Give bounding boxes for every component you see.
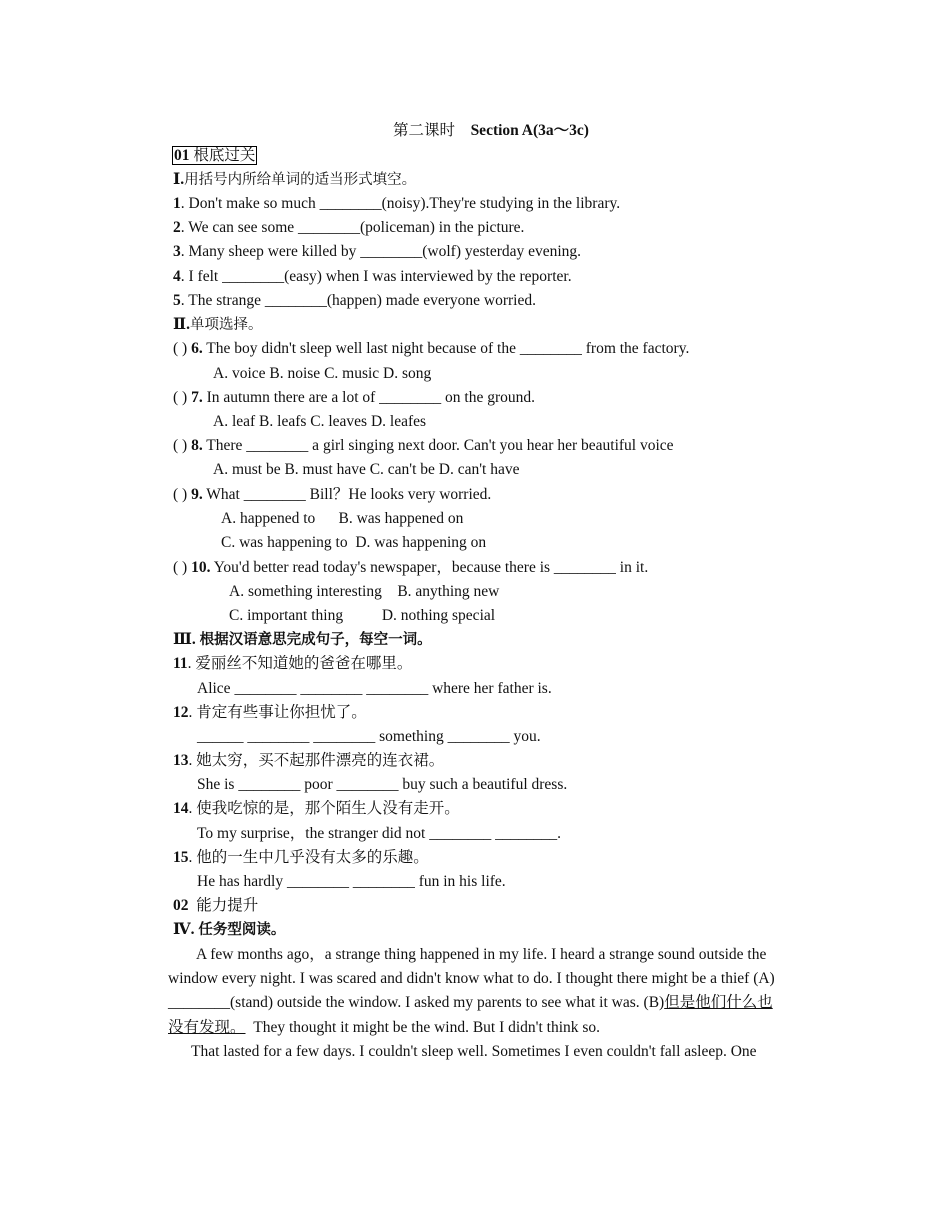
question-12-english: ______ ________ ________ something ________ you. [197, 728, 541, 745]
answer-bracket[interactable]: ( ) [173, 486, 188, 503]
question-6-options: A. voice B. noise C. music D. song [213, 365, 432, 382]
question-10-options-row2: C. important thing D. nothing special [229, 607, 496, 624]
reading-passage-line-4: 没有发现。 They thought it might be the wind. But I didn't think so. [168, 1019, 601, 1036]
question-2: 2. We can see some ________(policeman) in the picture. [173, 219, 525, 236]
answer-bracket[interactable]: ( ) [173, 340, 188, 357]
part4-heading: Ⅳ. 任务型阅读。 [173, 921, 286, 938]
reading-passage-line-5: That lasted for a few days. I couldn't sleep well. Sometimes I even couldn't fall asleep. One [191, 1043, 757, 1060]
reading-passage-line-1: A few months ago，a strange thing happened in my life. I heard a strange sound outside the [196, 946, 767, 963]
question-8-options: A. must be B. must have C. can't be D. can't have [213, 461, 520, 478]
question-13-english: She is ________ poor ________ buy such a beautiful dress. [197, 776, 568, 793]
reading-passage-line-3: ________(stand) outside the window. I asked my parents to see what it was. (B)但是他们什么也 [168, 994, 773, 1011]
question-10: ( ) 10. You'd better read today's newspaper，because there is ________ in it. [173, 559, 649, 576]
question-6: ( ) 6. The boy didn't sleep well last night because of the ________ from the factory. [173, 340, 690, 357]
question-1: 1. Don't make so much ________(noisy).They're studying in the library. [173, 195, 621, 212]
question-7-options: A. leaf B. leafs C. leaves D. leafes [213, 413, 427, 430]
question-10-options-row1: A. something interesting B. anything new [229, 583, 500, 600]
question-8: ( ) 8. There ________ a girl singing next door. Can't you hear her beautiful voice [173, 437, 674, 454]
question-9: ( ) 9. What ________ Bill？He looks very worried. [173, 486, 492, 503]
question-3: 3. Many sheep were killed by ________(wolf) yesterday evening. [173, 243, 582, 260]
underlined-sentence-b: 但是他们什么也 [664, 994, 773, 1011]
section-basic-label: 01 根底过关 [174, 147, 256, 164]
question-14-chinese: 14. 使我吃惊的是，那个陌生人没有走开。 [173, 800, 460, 817]
part2-heading: Ⅱ.单项选择。 [173, 316, 263, 333]
question-5: 5. The strange ________(happen) made everyone worried. [173, 292, 536, 309]
question-13-chinese: 13. 她太穷，买不起那件漂亮的连衣裙。 [173, 752, 445, 769]
page-title: 第二课时 Section A(3a～3c) [393, 122, 589, 139]
question-7: ( ) 7. In autumn there are a lot of ________ on the ground. [173, 389, 536, 406]
question-11-chinese: 11. 爱丽丝不知道她的爸爸在哪里。 [173, 655, 413, 672]
question-9-options-row1: A. happened to B. was happened on [221, 510, 464, 527]
part1-heading: Ⅰ.用括号内所给单词的适当形式填空。 [173, 171, 417, 188]
reading-passage-line-2: window every night. I was scared and didn't know what to do. I thought there might be a thief (A) [168, 970, 775, 987]
question-11-english: Alice ________ ________ ________ where her father is. [197, 680, 552, 697]
question-4: 4. I felt ________(easy) when I was interviewed by the reporter. [173, 268, 572, 285]
underlined-sentence-b-end: 没有发现。 [168, 1019, 246, 1036]
section-advanced-label: 02 能力提升 [173, 897, 259, 914]
question-9-options-row2: C. was happening to D. was happening on [221, 534, 487, 551]
question-15-english: He has hardly ________ ________ fun in his life. [197, 873, 506, 890]
question-15-chinese: 15. 他的一生中几乎没有太多的乐趣。 [173, 849, 429, 866]
answer-bracket[interactable]: ( ) [173, 437, 188, 454]
question-14-english: To my surprise，the stranger did not ________ ________. [197, 825, 561, 842]
part3-heading: Ⅲ. 根据汉语意思完成句子，每空一词。 [173, 631, 432, 648]
answer-bracket[interactable]: ( ) [173, 559, 188, 576]
question-12-chinese: 12. 肯定有些事让你担忧了。 [173, 704, 367, 721]
answer-bracket[interactable]: ( ) [173, 389, 188, 406]
